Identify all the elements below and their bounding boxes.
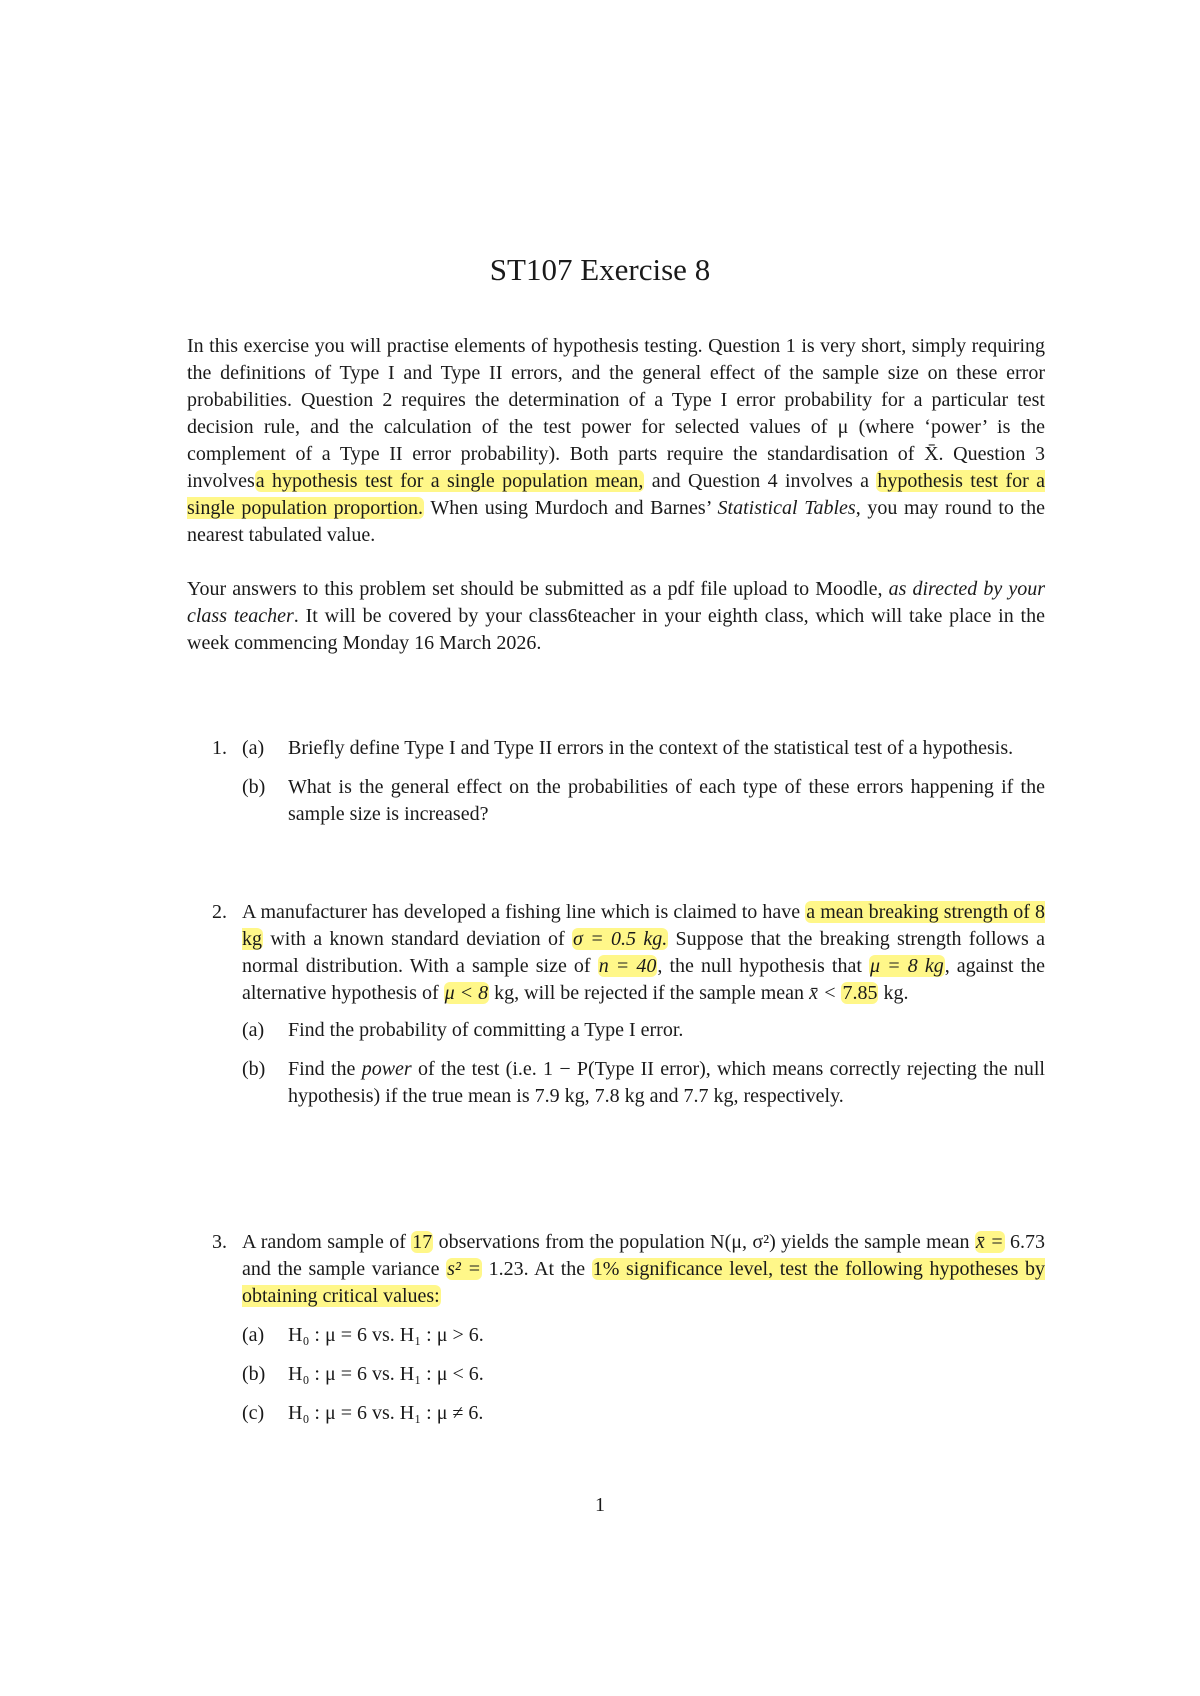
question-3c: (c) H₀ : μ = 6 vs. H₁ : μ ≠ 6. [242,1402,484,1424]
page-number: 1 [595,1494,605,1516]
question-number: 3. [212,1231,227,1253]
page-title: ST107 Exercise 8 [489,252,711,287]
book-title: Statistical Tables [717,497,856,519]
question-1b: (b) What is the general effect on the probabilities of each type of these errors happening if the sample size is increased? [242,776,1045,825]
highlight-single-proportion: hypothesis test for a single population proportion. [187,470,1045,519]
question-3b: (b) H₀ : μ = 6 vs. H₁ : μ < 6. [242,1363,484,1385]
highlight-single-mean: a hypothesis test for a single population mean, [255,470,644,492]
question-number: 1. [212,737,227,759]
intro-section [187,333,1045,657]
intro-paragraph-1: In this exercise you will practise elements of hypothesis testing. Question 1 is very short, simply requiring the definitions of Type I and Type II errors, and the general effect of the sample size on these error probabilities. Question 2 requires the determination of a Type I error probability for a particular test decision rule, and the calculation of the test power for selected values of μ (where ‘power’ is the complement of a Type II error probability). Both parts require the standardisation of X̄. Question 3 involvesa hypothesis test for a single population mean, and Question 4 involves a hypothesis test for a single population proportion. When using Murdoch and Barnes’ Statistical Tables, you may round to the nearest tabulated value. [187,335,1045,546]
intro-paragraph-2: Your answers to this problem set should be submitted as a pdf file upload to Moodle, as directed by your class teacher. It will be covered by your class6teacher in your eighth class, which will take place in the week commencing Monday 16 March 2026. [187,578,1045,654]
question-1 [187,735,1045,828]
question-3-stem: A random sample of 17 observations from the population N(μ, σ²) yields the sample mean x̄ = 6.73 and the sample variance s² = 1.23. At the 1% significance level, test the following hypotheses by obtaining critical values: [242,1231,1046,1307]
question-2-stem: A manufacturer has developed a fishing line which is claimed to have a mean breaking strength of 8 kg with a known standard deviation of σ = 0.5 kg. Suppose that the breaking strength follows a normal distribution. With a sample size of n = 40, the null hypothesis that μ = 8 kg, against the alternative hypothesis of μ < 8 kg, will be rejected if the sample mean x̄ < 7.85 kg. [242,901,1045,1004]
question-1a: (a) Briefly define Type I and Type II errors in the context of the statistical test of a hypothesis. [242,737,1014,759]
question-3a: (a) H₀ : μ = 6 vs. H₁ : μ > 6. [242,1324,484,1346]
question-3 [187,1229,1045,1427]
question-2a: (a) Find the probability of committing a Type I error. [242,1019,684,1041]
question-2b: (b) Find the power of the test (i.e. 1 − P(Type II error), which means correctly rejecting the null hypothesis) if the true mean is 7.9 kg, 7.8 kg and 7.7 kg, respectively. [242,1058,1045,1107]
question-number: 2. [212,901,227,923]
question-2 [187,899,1045,1110]
